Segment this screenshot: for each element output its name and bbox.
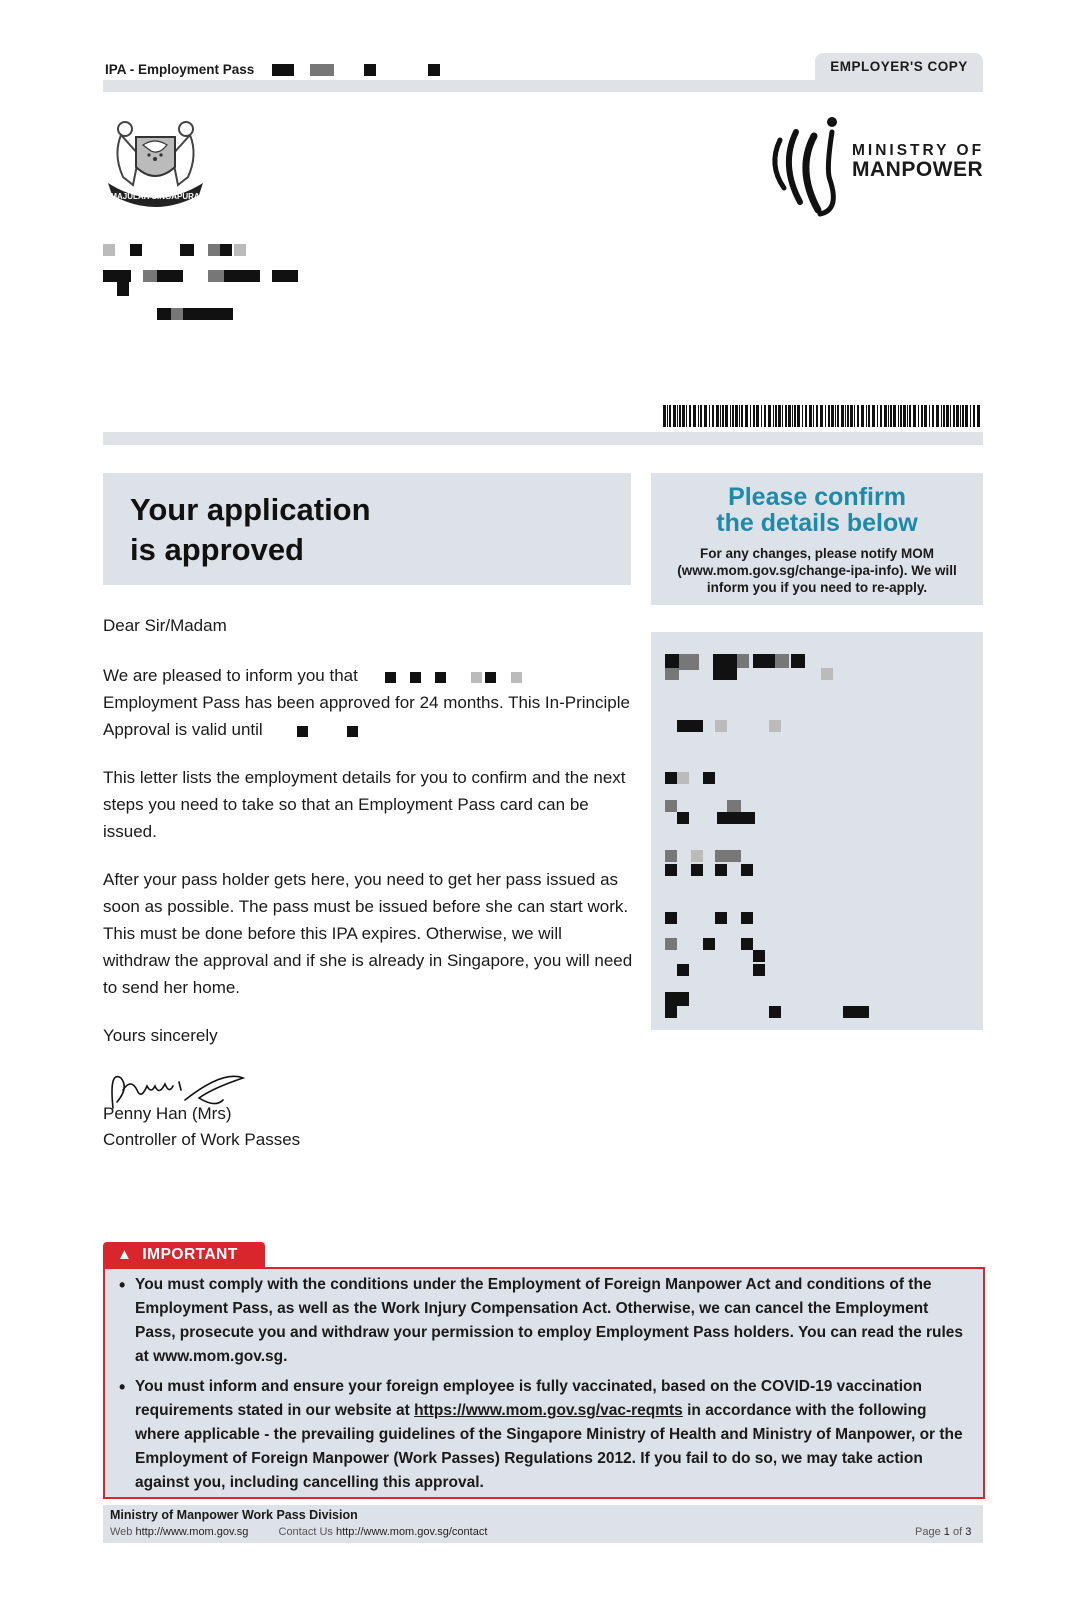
mom-logo-line1: MINISTRY OF	[852, 142, 985, 159]
paragraph-approval	[103, 662, 633, 743]
paragraph-approval-part1: We are pleased to inform you that	[103, 666, 358, 685]
signer-title: Controller of Work Passes	[103, 1130, 301, 1149]
footer-web-label: Web	[110, 1526, 133, 1538]
mom-logo-line2: MANPOWER	[852, 158, 984, 181]
important-box	[103, 1267, 985, 1499]
confirm-title-line1: Please confirm	[728, 483, 906, 511]
important-item-1: • You must comply with the conditions under the Employment of Foreign Manpower Act and conditions of the Employment Pass, as well as the Work Injury Compensation Act. Otherwise, we can cancel the Employment Pass, prosecute you and withdraw your permission to employ Employment Pass holders. You can read the rules at www.mom.gov.sg.	[105, 1273, 983, 1369]
page-number: 1	[943, 1526, 950, 1538]
singapore-crest-icon	[103, 115, 208, 210]
closing: Yours sincerely	[103, 1026, 218, 1045]
vaccination-requirements-link[interactable]: https://www.mom.gov.sg/vac-reqmts	[414, 1402, 683, 1419]
redacted-date	[267, 724, 377, 738]
confirm-title-line2: the details below	[716, 509, 918, 537]
header-rule	[103, 80, 983, 92]
page-label: Page	[915, 1526, 941, 1538]
page-total: 3	[965, 1526, 972, 1538]
barcode-rule	[103, 432, 983, 445]
important-tab	[103, 1242, 265, 1268]
important-label: IMPORTANT	[142, 1246, 238, 1263]
page-indicator	[915, 1526, 971, 1538]
page-of: of	[952, 1526, 963, 1538]
paragraph-instructions: After your pass holder gets here, you need to get her pass issued as soon as possible. The pass must be issued before she can start work. This must be done before this IPA expires. Otherwise, we will withdraw the approval and if she is already in Singapore, you will need to send her home.	[103, 870, 633, 997]
important-item-2-part1: You must inform and ensure your foreign employee is fully vaccinated, based on the COVID-19 vaccination requirements stated in our website at	[135, 1378, 922, 1419]
approved-title-line1: Your application	[130, 492, 371, 527]
footer-contact-link[interactable]: http://www.mom.gov.sg/contact	[335, 1526, 488, 1538]
mom-logo-icon	[760, 110, 860, 220]
barcode	[663, 405, 983, 427]
footer-web-link[interactable]: http://www.mom.gov.sg	[135, 1526, 249, 1538]
salutation: Dear Sir/Madam	[103, 616, 227, 635]
employment-details-panel	[651, 632, 983, 1030]
important-item-2-part2: in accordance with the following where applicable - the prevailing guidelines of the Singapore Ministry of Health and Ministry of Manpower, or the Employment of Foreign Manpower (Work Passes) Regulations 2012. If you fail to do so, we may take action against you, including cancelling this approval.	[135, 1402, 963, 1491]
employers-copy-tab: EMPLOYER'S COPY	[815, 53, 983, 81]
footer-links	[110, 1526, 487, 1538]
confirm-title	[651, 484, 983, 536]
paragraph-approval-part2: Employment Pass has been approved for 24 months. This In-Principle Approval is valid until	[103, 693, 630, 739]
important-item-2	[105, 1375, 983, 1495]
crest-motto: MAJULAH SINGAPURA	[110, 192, 200, 201]
footer-division: Ministry of Manpower Work Pass Division	[110, 1508, 358, 1522]
confirm-note: For any changes, please notify MOM (www.mom.gov.sg/change-ipa-info). We will inform you if you need to re-apply.	[677, 546, 957, 595]
approved-title-line2: is approved	[130, 532, 304, 567]
paragraph-details: This letter lists the employment details for you to confirm and the next steps you need to take so that an Employment Pass card can be issued.	[103, 768, 626, 841]
warning-icon: ▲	[117, 1246, 133, 1263]
document-label: IPA - Employment Pass	[105, 62, 255, 77]
footer-contact-label: Contact Us	[278, 1526, 333, 1538]
redacted-name	[363, 670, 553, 684]
approved-title	[130, 490, 371, 570]
signer-name: Penny Han (Mrs)	[103, 1104, 232, 1123]
